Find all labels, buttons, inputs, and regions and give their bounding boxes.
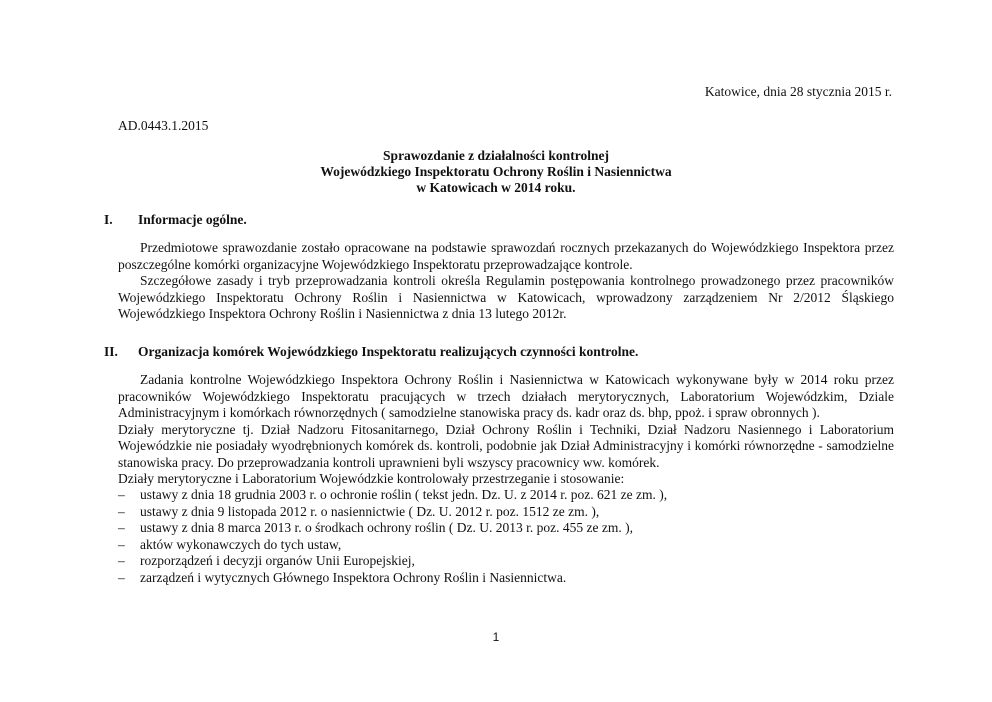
legislation-list bbox=[118, 487, 894, 586]
section-1-body bbox=[118, 240, 894, 323]
section-2-heading bbox=[104, 344, 638, 360]
section-2-title: Organizacja komórek Wojewódzkiego Inspektoratu realizujących czynności kontrolne. bbox=[138, 344, 639, 359]
section-1-title: Informacje ogólne. bbox=[138, 212, 247, 227]
section-1-paragraph-2: Szczegółowe zasady i tryb przeprowadzania kontroli określa Regulamin postępowania kontrolnego prowadzonego przez pracowników Wojewódzkiego Inspektoratu Ochrony Roślin i Nasiennictwa w Katowicach, wprowadzony zarządzeniem Nr 2/2012 Śląskiego Wojewódzkiego Inspektora Ochrony Roślin i Nasiennictwa z dnia 13 lutego 2012r. bbox=[118, 273, 894, 321]
document-title bbox=[0, 148, 992, 196]
list-item: – ustawy z dnia 9 listopada 2012 r. o nasiennictwie ( Dz. U. 2012 r. poz. 1512 ze zm. ), bbox=[118, 504, 894, 521]
section-2-number: II. bbox=[104, 344, 118, 359]
list-item: – ustawy z dnia 18 grudnia 2003 r. o ochronie roślin ( tekst jedn. Dz. U. z 2014 r. poz. 621 ze zm. ), bbox=[118, 487, 894, 504]
title-line-2: Wojewódzkiego Inspektoratu Ochrony Roślin i Nasiennictwa bbox=[320, 164, 672, 179]
date-line: Katowice, dnia 28 stycznia 2015 r. bbox=[704, 84, 892, 99]
title-line-3: w Katowicach w 2014 roku. bbox=[416, 180, 576, 195]
section-1-number: I. bbox=[104, 212, 113, 227]
page-number: 1 bbox=[492, 630, 500, 644]
title-line-1: Sprawozdanie z działalności kontrolnej bbox=[383, 148, 609, 163]
reference-number: AD.0443.1.2015 bbox=[118, 118, 209, 133]
section-2-paragraph-1: Zadania kontrolne Wojewódzkiego Inspektora Ochrony Roślin i Nasiennictwa w Katowicach wykonywane były w 2014 roku przez pracowników Wojewódzkiego Inspektoratu pracujących w trzech działach merytorycznych, Laboratorium Wojewódzkim, Dziale Administracyjnym i komórkach równorzędnych ( samodzielne stanowiska pracy ds. kadr oraz ds. bhp, ppoż. i spraw obronnych ). bbox=[118, 372, 894, 420]
section-1-heading bbox=[104, 212, 247, 228]
list-item: – rozporządzeń i decyzji organów Unii Europejskiej, bbox=[118, 553, 894, 570]
list-item: – ustawy z dnia 8 marca 2013 r. o środkach ochrony roślin ( Dz. U. 2013 r. poz. 455 ze zm. ), bbox=[118, 520, 894, 537]
section-2-body bbox=[118, 372, 894, 488]
section-1-paragraph-1: Przedmiotowe sprawozdanie zostało opracowane na podstawie sprawozdań rocznych przekazanych do Wojewódzkiego Inspektora przez poszczególne komórki organizacyjne Wojewódzkiego Inspektoratu przeprowadzające kontrole. bbox=[118, 240, 894, 272]
section-2-paragraph-2: Działy merytoryczne tj. Dział Nadzoru Fitosanitarnego, Dział Ochrony Roślin i Techniki, Dział Nadzoru Nasiennego i Laboratorium Wojewódzkie nie posiadały wyodrębnionych komórek ds. kontroli, podobnie jak Dział Administracyjny i komórki równorzędne - samodzielne stanowiska pracy. Do przeprowadzania kontroli uprawnieni byli wszyscy pracownicy ww. komórek. bbox=[118, 421, 894, 470]
list-item: – zarządzeń i wytycznych Głównego Inspektora Ochrony Roślin i Nasiennictwa. bbox=[118, 570, 894, 587]
list-item: – aktów wykonawczych do tych ustaw, bbox=[118, 537, 894, 554]
section-2-paragraph-3: Działy merytoryczne i Laboratorium Wojewódzkie kontrolowały przestrzeganie i stosowanie: bbox=[118, 471, 625, 486]
